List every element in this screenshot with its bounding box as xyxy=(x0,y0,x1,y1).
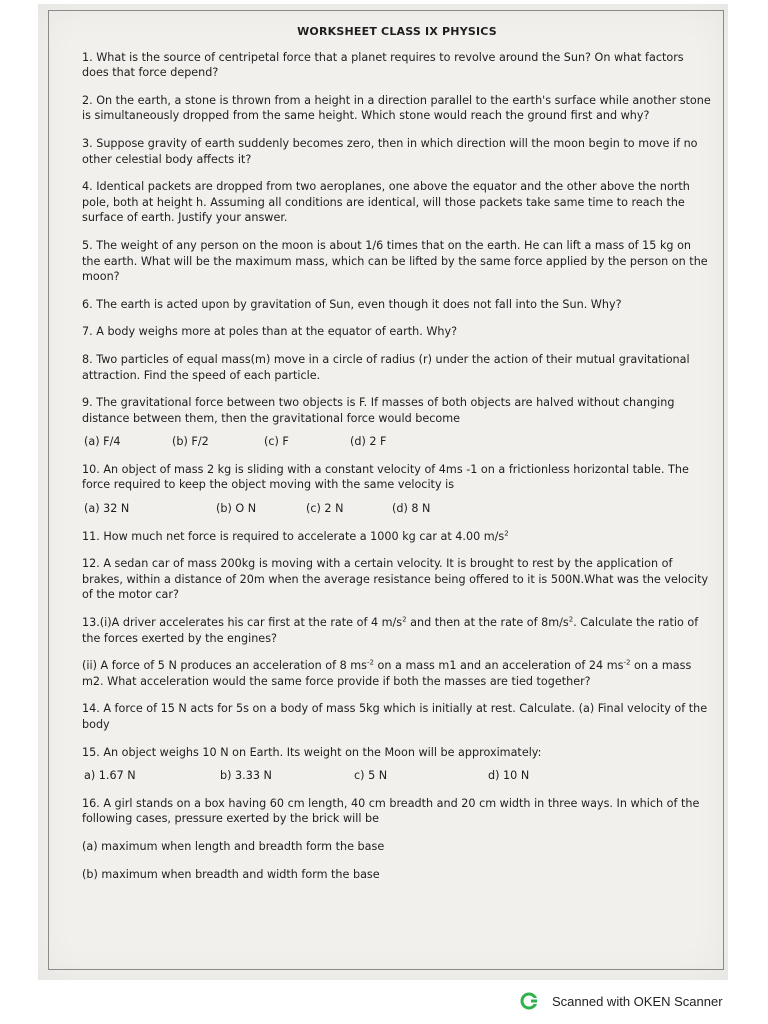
question-16: 16. A girl stands on a box having 60 cm length, 40 cm breadth and 20 cm width in three ways. In which of the following cases, pressure exerted by the brick will be xyxy=(82,796,700,826)
question-8: 8. Two particles of equal mass(m) move in a circle of radius (r) under the action of their mutual gravitational attraction. Find the speed of each particle. xyxy=(82,352,690,382)
question-1: 1. What is the source of centripetal force that a planet requires to revolve around the Sun? On what factors does that force depend? xyxy=(82,50,684,80)
option: (c) F xyxy=(264,435,289,449)
question-3: 3. Suppose gravity of earth suddenly becomes zero, then in which direction will the moon begin to move if no other celestial body affects it? xyxy=(82,136,698,166)
option: (d) 8 N xyxy=(392,502,431,516)
option: b) 3.33 N xyxy=(220,769,272,783)
option: (a) 32 N xyxy=(84,502,130,516)
question-11: 11. How much net force is required to accelerate a 1000 kg car at 4.00 $m/s^2$ xyxy=(82,528,509,543)
option: d) 10 N xyxy=(488,769,530,783)
question-15-options xyxy=(84,768,712,784)
option: (a) F/4 xyxy=(84,435,121,449)
question-10-options xyxy=(84,501,712,517)
option: (d) 2 F xyxy=(350,435,387,449)
question-7: 7. A body weighs more at poles than at the equator of earth. Why? xyxy=(82,325,458,339)
option: (b) F/2 xyxy=(172,435,209,449)
question-13-ii: (ii) A force of 5 N produces an acceleration of 8 $ms^{-2}$ on a mass m1 and an acceleration of 24 $ms^{-2}$ on a mass m2. What acceleration would the same force provide if both the masses are tied together? xyxy=(82,658,692,688)
question-15: 15. An object weighs 10 N on Earth. Its weight on the Moon will be approximately: xyxy=(82,745,542,759)
question-9-options xyxy=(84,434,712,450)
option: (b) O N xyxy=(216,502,257,516)
question-5: 5. The weight of any person on the moon is about 1/6 times that on the earth. He can lift a mass of 15 kg on the earth. What will be the maximum mass, which can be lifted by the same force applied by the person on the moon? xyxy=(82,238,708,284)
option: (c) 2 N xyxy=(306,502,344,516)
question-12: 12. A sedan car of mass 200kg is moving with a certain velocity. It is brought to rest by the application of brakes, within a distance of 20m when the average resistance being offered to it is 500N.What was the velocity of the motor car? xyxy=(82,557,709,602)
scanner-watermark xyxy=(520,990,723,1012)
watermark-text: Scanned with OKEN Scanner xyxy=(552,993,723,1009)
worksheet-content xyxy=(82,24,712,894)
option: a) 1.67 N xyxy=(84,769,136,783)
question-9: 9. The gravitational force between two objects is F. If masses of both objects are halved without changing distance between them, then the gravitational force would become xyxy=(82,396,675,425)
question-13-i: 13.(i)A driver accelerates his car first at the rate of 4 $m/s^2$ and then at the rate of $8m/s^2$. Calculate the ratio of the forces exerted by the engines? xyxy=(82,615,699,645)
question-14: 14. A force of 15 N acts for 5s on a body of mass 5kg which is initially at rest. Calculate. (a) Final velocity of the body xyxy=(82,702,708,731)
worksheet-title: WORKSHEET CLASS IX PHYSICS xyxy=(297,25,497,38)
question-16-a: (a) maximum when length and breadth form the base xyxy=(82,839,385,853)
question-6: 6. The earth is acted upon by gravitation of Sun, even though it does not fall into the Sun. Why? xyxy=(82,297,622,311)
oken-scanner-logo-icon xyxy=(520,992,538,1010)
option: c) 5 N xyxy=(354,769,388,783)
question-16-b: (b) maximum when breadth and width form the base xyxy=(82,867,380,881)
question-10: 10. An object of mass 2 kg is sliding with a constant velocity of 4ms -1 on a frictionless horizontal table. The force required to keep the object moving with the same velocity is xyxy=(82,462,689,492)
question-2: 2. On the earth, a stone is thrown from a height in a direction parallel to the earth's surface while another stone is simultaneously dropped from the same height. Which stone would reach the ground first and why? xyxy=(82,93,711,123)
question-4: 4. Identical packets are dropped from two aeroplanes, one above the equator and the other above the north pole, both at height h. Assuming all conditions are identical, will those packets take same time to reach the surface of earth. Justify your answer. xyxy=(82,180,690,225)
